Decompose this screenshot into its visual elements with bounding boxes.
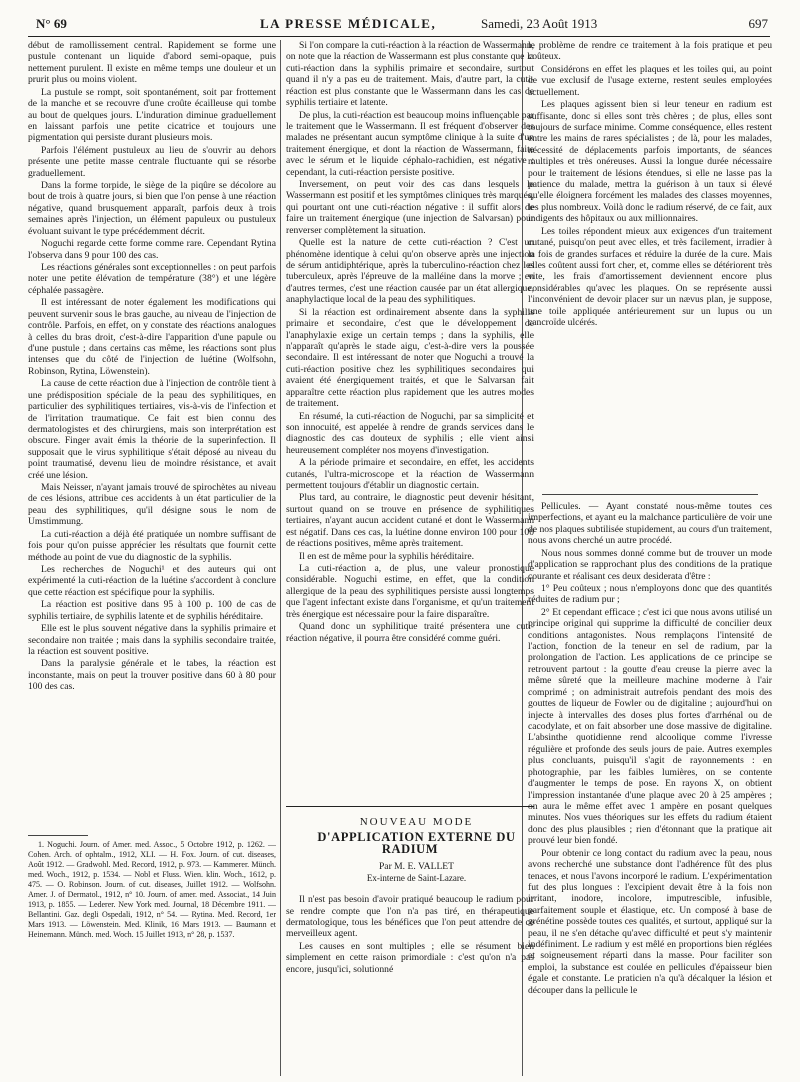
paragraph: le problème de rendre ce traitement à la fois pratique et peu coûteux.: [528, 40, 772, 63]
paragraph: Dans la paralysie générale et le tabes, la réaction est inconstante, mais on peut la trouver positive dans 60 à 80 pour 100 des cas.: [28, 658, 276, 693]
article-heading: [286, 806, 534, 884]
paragraph: Pour obtenir ce long contact du radium avec la peau, nous avons recherché une substance dont l'adhérence fût des plus tenaces, et nous l'avons incorporé le radium. L'expérimentation fut des plus longues : l'excipient devait être à la fois non irritant, inodore, incolore, imputrescible, infusible, parfaitement souple et élastique, etc. Un composé à base de grénétine possède toutes ces qualités, et surtout, appliqué sur la peau, il ne s'en détache qu'avec difficulté et peut s'y maintenir indéfiniment. Le radium y est mêlé en proportions bien réglées et soigneusement réparti dans la masse. Pour faciliter son emploi, la substance est coulée en pellicules d'épaisseur bien égale et constante. Le praticien n'a qu'à décalquer la lésion et découper dans la pellicule le: [528, 847, 772, 996]
paragraph: Les réactions générales sont exceptionnelles : on peut parfois noter une petite élévation de température (38°) et une légère céphalée passagère.: [28, 262, 276, 296]
paragraph: Si la réaction est ordinairement absente dans la syphilis primaire et secondaire, c'est que le développement de l'anaphylaxie exige un certain temps ; dans la syphilis, elle n'apparaît qu'après le stade aigu, c'est-à-dire vers la poussée secondaire. Il est intéressant de noter que Noguchi a trouvé la cuti-réaction positive chez les syphilitiques secondaires qui avaient été énergiquement traités, et que le Salvarsan fait apparaître cette réaction plus rapidement que les autres modes de traitement.: [286, 306, 534, 410]
column-1-text: [28, 40, 276, 821]
column-2: [286, 40, 534, 1076]
article-body: [286, 894, 534, 975]
column-1: [28, 40, 276, 1076]
paragraph: Inversement, on peut voir des cas dans lesquels le Wassermann est positif et les symptômes cliniques très marqués, qui pourtant ont une cuti-réaction négative : il suffit alors de faire un traitement énergique (une injection de Salvarsan) pour renverser complètement la situation.: [286, 179, 534, 236]
section-separator: [542, 494, 758, 495]
article-author: Par M. E. VALLET: [378, 861, 455, 873]
article-kicker: NOUVEAU MODE: [359, 816, 474, 828]
paragraph: Dans la forme torpide, le siège de la piqûre se décolore au bout de trois à quatre jours, si bien que l'on pense à une réaction négative, quand brusquement apparaît, parfois deux à trois semaines après l'injection, un élément papuleux ou pustuleux évoluant suivant le type précédemment décrit.: [28, 180, 276, 237]
paragraph: De plus, la cuti-réaction est beaucoup moins influençable par le traitement que le Wassermann. Il est fréquent d'observer des malades ne présentant aucun symptôme clinique à la suite d'un traitement énergique, et dont la réaction de Wassermann, faite avec le sérum et le liquide céphalo-rachidien, est négative ; cependant, la cuti-réaction persiste positive.: [286, 109, 534, 178]
paragraph: Il en est de même pour la syphilis héréditaire.: [299, 550, 475, 562]
paragraph: La réaction est positive dans 95 à 100 p. 100 de cas de syphilis tertiaire, de syphilis latente et de syphilis héréditaire.: [28, 599, 276, 622]
paragraph: La cause de cette réaction due à l'injection de contrôle tient à une prédisposition spéciale de la peau des syphilitiques, en particulier des syphilitiques tertiaires, vis-à-vis de l'infection et de l'irritation traumatique. Ce fait est bien connu des dermatologistes et des chirurgiens, mais son interprétation est obscure. Finger avait émis la théorie de la superinfection. Il supposait que le virus syphilitique s'était déposé au niveau du point traumatisé, devenu lieu de moindre résistance, et avait créé une lésion.: [28, 378, 276, 481]
column-rule: [280, 40, 281, 1076]
paragraph: Les toiles répondent mieux aux exigences d'un traitement cutané, puisqu'on peut avec elles, et très facilement, irradier à la fois de grandes surfaces et réduire la durée de la cure. Mais elles coûtent aussi fort cher, et, comme elles se détériorent très vite, les frais d'amortissement deviennent encore plus considérables qu'avec les plaques. On se représente aussi l'inconvénient de devoir placer sur un nævus plan, je suppose, une toile appliquée antérieurement sur un lupus ou un cancroïde ulcérés.: [528, 225, 772, 329]
paragraph: Quand donc un syphilitique traité présentera une cuti-réaction négative, il pourra être considéré comme guéri.: [286, 621, 534, 644]
column-3-text-part1: [528, 40, 772, 486]
paragraph: Mais Neisser, n'ayant jamais trouvé de spirochètes au niveau de ces lésions, attribue ces accidents à un état particulier de la peau des syphilitiques, qu'il désigne sous le nom de Umstimmung.: [28, 482, 276, 528]
paragraph: En résumé, la cuti-réaction de Noguchi, par sa simplicité et son innocuité, est appelée à rendre de grands services dans le diagnostic des cas douteux de syphilis ; elle vient ainsi heureusement compléter nos moyens d'investigation.: [286, 410, 534, 456]
page-number: 697: [748, 16, 768, 31]
paragraph: début de ramollissement central. Rapidement se forme une pustule contenant un liquide d'abord semi-opaque, puis nettement purulent. Il existe en même temps une douleur et un prurit plus ou moins violent.: [28, 40, 276, 86]
issue-number: N° 69: [36, 16, 67, 31]
paragraph: Il est intéressant de noter également les modifications qui peuvent survenir sous le bras gauche, au niveau de l'injection de contrôle. Parfois, en effet, on y constate des réactions analogues à celles du bras droit, c'est-à-dire l'apparition d'une papule ou d'une pustule ; dans certains cas même, les réactions sont plus intenses que du côté de l'injection de luétine (Wolfsohn, Robinson, Rytina, Löwenstein).: [28, 297, 276, 377]
column-2-text: [286, 40, 534, 792]
paragraph: Les causes en sont multiples ; elle se résument bien simplement en cette raison primordiale : c'est qu'on n'a pas encore, jusqu'ici, solutionné: [286, 940, 534, 975]
paragraph: La cuti-réaction a, de plus, une valeur pronostique considérable. Noguchi estime, en effet, que la condition allergique de la peau des syphilitiques persiste aussi longtemps que l'agent infectant existe dans l'organisme, et qu'un traitement très énergique est nécessaire pour la faire disparaître.: [286, 562, 534, 620]
journal-title: LA PRESSE MÉDICALE,: [260, 16, 437, 31]
column-3: [528, 40, 772, 1076]
issue-date: Samedi, 23 Août 1913: [481, 16, 598, 31]
paragraph: Il n'est pas besoin d'avoir pratiqué beaucoup le radium pour se rendre compte que l'on n'a pas tiré, en thérapeutique dermatologique, tous les bénéfices que l'on peut attendre de ce merveilleux agent.: [286, 894, 534, 940]
paragraph: La pustule se rompt, soit spontanément, soit par frottement de la manche et se recouvre d'une croûte écailleuse qui tombe au bout de quelques jours. L'induration diminue graduellement en laissant parfois une petite cicatrice et toujours une pigmentation qui persiste durant plusieurs mois.: [28, 86, 276, 144]
column-3-text-part2: [528, 501, 772, 996]
footnote-rule: [28, 835, 88, 836]
paragraph: Considérons en effet les plaques et les toiles qui, au point de vue exclusif de l'usage externe, restent seules employées actuellement.: [528, 63, 772, 98]
paragraph: Les plaques agissent bien si leur teneur en radium est suffisante, donc si elles sont très chères ; de plus, elles sont toujours de surface minime. Comme conséquence, elles restent entre les mains de rares spécialistes ; de là, pour les malades, nécessité de déplacements parfois importants, de séances multiples et très onéreuses. Aussi la longue durée nécessaire pour le traitement de lésions étendues, si elle ne lasse pas la patience du malade, mettra la guérison à un taux si élevé qu'elle éloignera forcément les malades des classes moyennes, les plus nombreux. Voilà donc le radium réservé, de ce fait, aux indigents des hôpitaux ou aux millionnaires.: [528, 99, 772, 225]
paragraph: Nous nous sommes donné comme but de trouver un mode d'application se rapprochant plus des conditions de la pratique courante et réalisant ces deux desiderata d'être :: [528, 547, 772, 582]
paragraph: Parfois l'élément pustuleux au lieu de s'ouvrir au dehors présente une petite masse centrale fluctuante qui se résorbe graduellement.: [28, 144, 276, 179]
paragraph: Quelle est la nature de cette cuti-réaction ? C'est un phénomène identique à celui qu'on observe après une injection de sérum antidiphtérique, après la tuberculino-réaction chez les tuberculeux, après l'épreuve de la malléine dans la morve ; en d'autres termes, c'est une réaction causée par un état allergique, anaphylactique local de la peau des syphilitiques.: [286, 237, 534, 306]
footnote: 1. Noguchi. Journ. of Amer. med. Assoc., 5 Octobre 1912, p. 1262. — Cohen. Arch. of ophtalm., 1912, XLI. — H. Fox. Journ. of cut. diseases, Août 1912. — Gradwohl. Med. Record, 1912, p. 973. — Kammerer. Münch. med. Woch., 1912, p. 1534. — Nobl et Fluss. Wien. klin. Woch., 1612, p. 475. — O. Robinson. Journ. of cut. diseases, Juillet 1912. — Wolfsohn. Amer. J. of Dermatol., 1912, n° 10. Journ. of amer. med. Associat., 14 Juin 1913, p. 1855. — Lederer. New York med. Journal, 18 Décembre 1911. — Bellantini. Gaz. degli Ospedali, 1912, n° 54. — Rytina. Med. Record, 1er Mars 1913. — Löwenstein. Med. Klinik, 16 Mars 1913. — Baumann et Heinemann. Münch. med. Woch. 15 Juillet 1913, n° 28, p. 1537.: [28, 840, 276, 939]
page-header: [28, 14, 770, 37]
paragraph: 1° Peu coûteux ; nous n'employons donc que des quantités réduites de radium pur ;: [528, 582, 772, 606]
paragraph: Les recherches de Noguchi¹ et des auteurs qui ont expérimenté la cuti-réaction de la luétine s'accordent à conclure que cette réaction est spécifique pour la syphilis.: [28, 563, 276, 598]
paragraph: Noguchi regarde cette forme comme rare. Cependant Rytina l'observa dans 9 pour 100 des cas.: [28, 238, 276, 261]
article-author-role: Ex-interne de Saint-Lazare.: [366, 872, 467, 883]
paragraph: Plus tard, au contraire, le diagnostic peut devenir hésitant, surtout quand on se trouve en présence de syphilitiques tertiaires, n'ayant aucun accident cutané et dont le Wassermann est négatif. Dans ces cas, la luétine donne environ 100 pour 100 de réactions positives, même après traitement.: [286, 492, 534, 550]
paragraph: 2° Et cependant efficace ; c'est ici que nous avons utilisé un principe original qui supprime la difficulté de concilier deux conditions antagonistes. Nous remplaçons l'intensité de l'action, fonction de la teneur en sel de radium, par la prolongation de l'action. Les applications de ce principe se retrouvent partout : la goutte d'eau creuse la pierre avec la même sûreté que la meilleure machine moderne à l'air comprimé ; on administrait autrefois pendant des mois des gouttes de liqueur de Fowler ou de digitaline ; aujourd'hui on injecte à intervalles des doses plus fortes d'arrhénal ou de cacodylate, et on fait absorber une dose massive de digitaline. L'absinthe quotidienne rend alcoolique comme l'ivresse régulière et profonde des seuls jours de paie. Autres exemples plus concluants, puisqu'il s'agit de rayonnements : en photographie, par les faibles lumières, on se contente d'augmenter le temps de pose. En rayons X, on obtient l'impression instantanée d'une plaque avec 20 à 25 ampères ; on aura le même effet avec 1 ampère en posant quelques minutes. Nos vues théoriques sur les effets du radium étaient donc des plus plausibles ; rien d'étonnant que la pratique ait prouvé leur bien fondé.: [528, 606, 772, 847]
paragraph: La cuti-réaction a déjà été pratiquée un nombre suffisant de fois pour qu'on puisse apprécier les résultats que fournit cette méthode au point de vue du diagnostic de la syphilis.: [28, 528, 276, 563]
paragraph: A la période primaire et secondaire, en effet, les accidents cutanés, l'ultra-microscope et la réaction de Wassermann permettent toujours d'établir un diagnostic certain.: [286, 457, 534, 492]
paragraph: Elle est le plus souvent négative dans la syphilis primaire et secondaire non traitée ; mais dans la syphilis secondaire traitée, la réaction est souvent positive.: [28, 623, 276, 657]
paragraph: Pellicules. — Ayant constaté nous-même toutes ces imperfections, et ayant eu la malchance particulière de voir une de nos plaques subtilisée stupidement, au cours d'un traitement, nous avons cherché un autre procédé.: [528, 501, 772, 547]
paragraph: Si l'on compare la cuti-réaction à la réaction de Wassermann, on note que la réaction de Wassermann est plus constante que la cuti-réaction dans la syphilis primaire et secondaire, surtout quand il n'y a pas eu de traitement. Mais, d'autre part, la cuti-réaction est plus constante que le Wassermann dans les cas de syphilis tertiaire et latente.: [286, 40, 534, 109]
article-title: D'APPLICATION EXTERNE DU RADIUM: [317, 830, 516, 856]
footnotes: [28, 840, 276, 940]
